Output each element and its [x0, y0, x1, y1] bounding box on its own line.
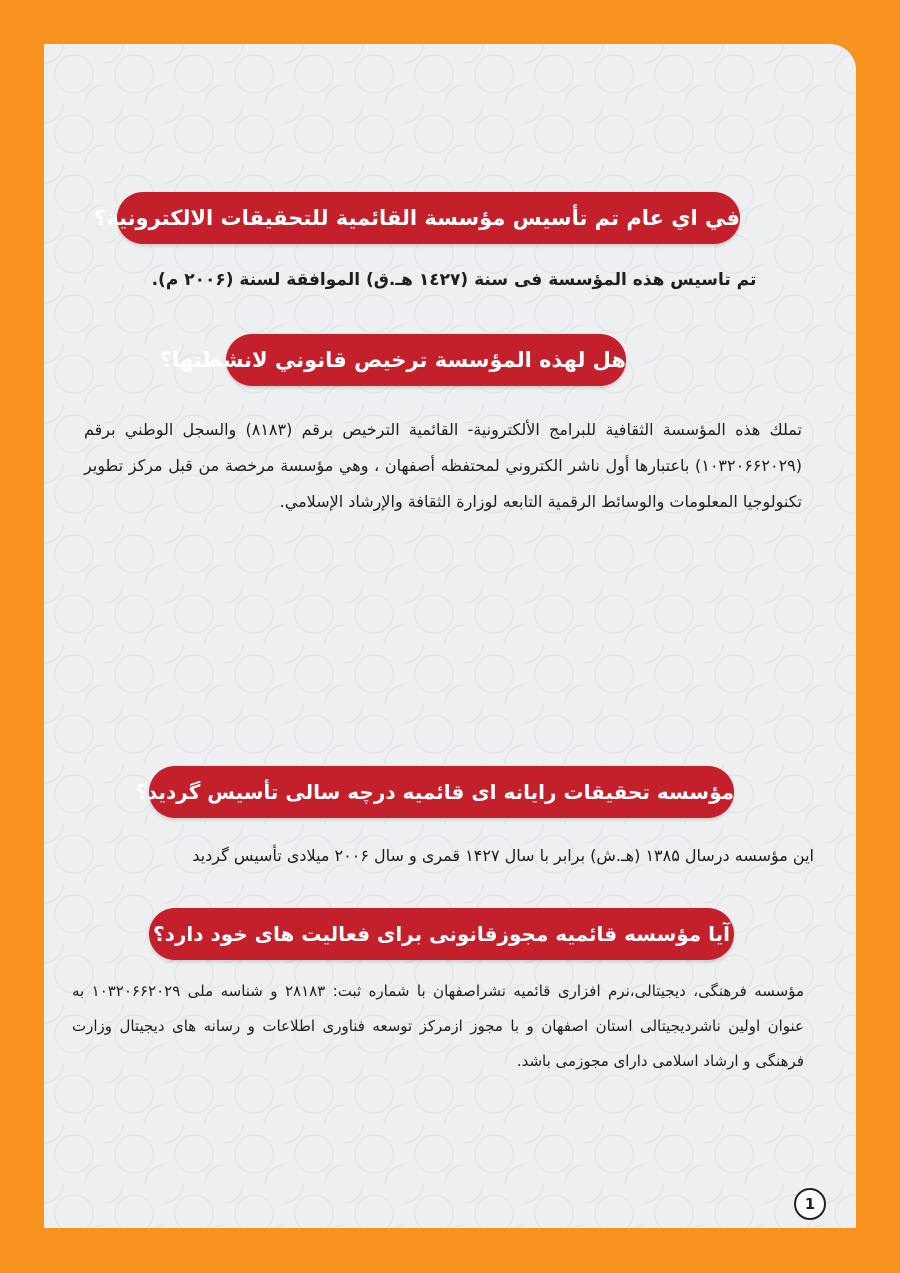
answer-1: تم تاسيس هذه المؤسسة فى سنة (١٤٢٧ هـ.ق) الموافقة لسنة (٢٠٠۶ م). [151, 270, 757, 290]
question-2-text: هل لهذه المؤسسة ترخيص قانوني لانشطتها؟ [159, 348, 626, 372]
question-2-heading [159, 334, 626, 386]
question-4-heading [149, 908, 734, 960]
page-sheet [44, 44, 856, 1228]
question-3-text: مؤسسه تحقیقات رایانه ای قائمیه درچه سالی تأسیس گردید؟ [135, 780, 734, 804]
answer-3: این مؤسسه درسال ۱۳۸۵ (هـ.ش) برابر با سال ۱۴۲۷ قمری و سال ۲۰۰۶ میلادی تأسیس گردید [192, 846, 814, 865]
answer-4: مؤسسه فرهنگی، دیجیتالی،نرم افزاری قائمیه نشراصفهان با شماره ثبت: ۲۸۱۸۳ و شناسه ملی ۱۰۳۲۰۶۶۲۰۲۹ به عنوان اولین ناشردیجیتالی استان اصفهان و با مجوز ازمرکز توسعه فناوری اطلاعات و رسانه های دیجیتال وزارت فرهنگی و ارشاد اسلامی دارای مجوزمی باشد. [72, 982, 804, 1070]
answer-2: تملك هذه المؤسسة الثقافية للبرامج الألكترونية- القائمية الترخيص برقم (٨١٨٣) والسجل الوطني برقم (١٠٣٢٠۶۶٢٠٢٩) باعتبارها أول ناشر الكتروني لمحتفظه أصفهان ، وهي مؤسسة مرخصة من قبل مركز تطوير تكنولوجيا المعلومات والوسائط الرقمية التابعه لوزارة الثقافة والإرشاد الإسلامي. [84, 420, 803, 511]
question-1-text: في اي عام تم تأسيس مؤسسة القائمية للتحقيقات الالكترونية؟ [94, 206, 740, 230]
question-3-heading [135, 766, 734, 818]
page-number: 1 [794, 1188, 826, 1220]
question-4-text: آیا مؤسسه قائمیه مجوزقانونی برای فعالیت های خود دارد؟ [152, 922, 730, 946]
question-1-heading [94, 192, 740, 244]
